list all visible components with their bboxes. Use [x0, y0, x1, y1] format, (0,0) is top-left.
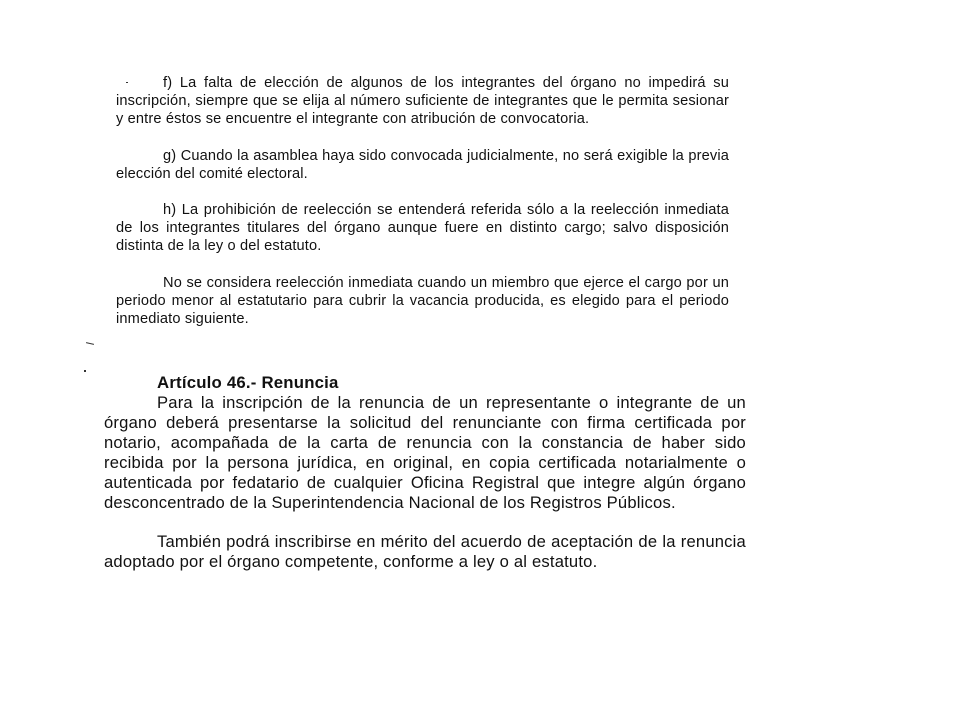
article-46-paragraph-1: Para la inscripción de la renuncia de un representante o integrante de un órgano deberá presentarse la solicitud del renunciante con firma certificada por notario, acompañada de la carta de renuncia con la constancia de haber sido recibida por la persona jurídica, en original, en copia certificada notarialmente o autenticada por fedatario de cualquier Oficina Registral que integre algún órgano desconcentrado de la Superintendencia Nacional de los Registros Públicos. — [104, 393, 746, 512]
paragraph-reelection-note: No se considera reelección inmediata cuando un miembro que ejerce el cargo por un periodo menor al estatutario para cubrir la vacancia producida, es elegido para el periodo inmediato siguiente. — [116, 274, 729, 328]
article-46-paragraph-2: También podrá inscribirse en mérito del acuerdo de aceptación de la renuncia adoptado por el órgano competente, conforme a ley o al estatuto. — [104, 532, 746, 572]
paragraph-f: f) La falta de elección de algunos de los integrantes del órgano no impedirá su inscripción, siempre que se elija al número suficiente de integrantes que le permita sesionar y entre éstos se encuentre el integrante con atribución de convocatoria. — [116, 75, 729, 128]
scan-speck — [84, 370, 86, 372]
paragraph-g: g) Cuando la asamblea haya sido convocada judicialmente, no será exigible la previa elección del comité electoral. — [116, 147, 729, 182]
paragraph-h: h) La prohibición de reelección se entenderá referida sólo a la reelección inmediata de los integrantes titulares del órgano aunque fuere en distinto cargo; salvo disposición distinta de la ley o del estatuto. — [116, 202, 729, 255]
article-title: Artículo 46.- Renuncia — [157, 373, 339, 392]
continued-provisions-section — [116, 74, 729, 346]
article-46-section — [104, 373, 746, 592]
scan-speck — [86, 342, 94, 345]
